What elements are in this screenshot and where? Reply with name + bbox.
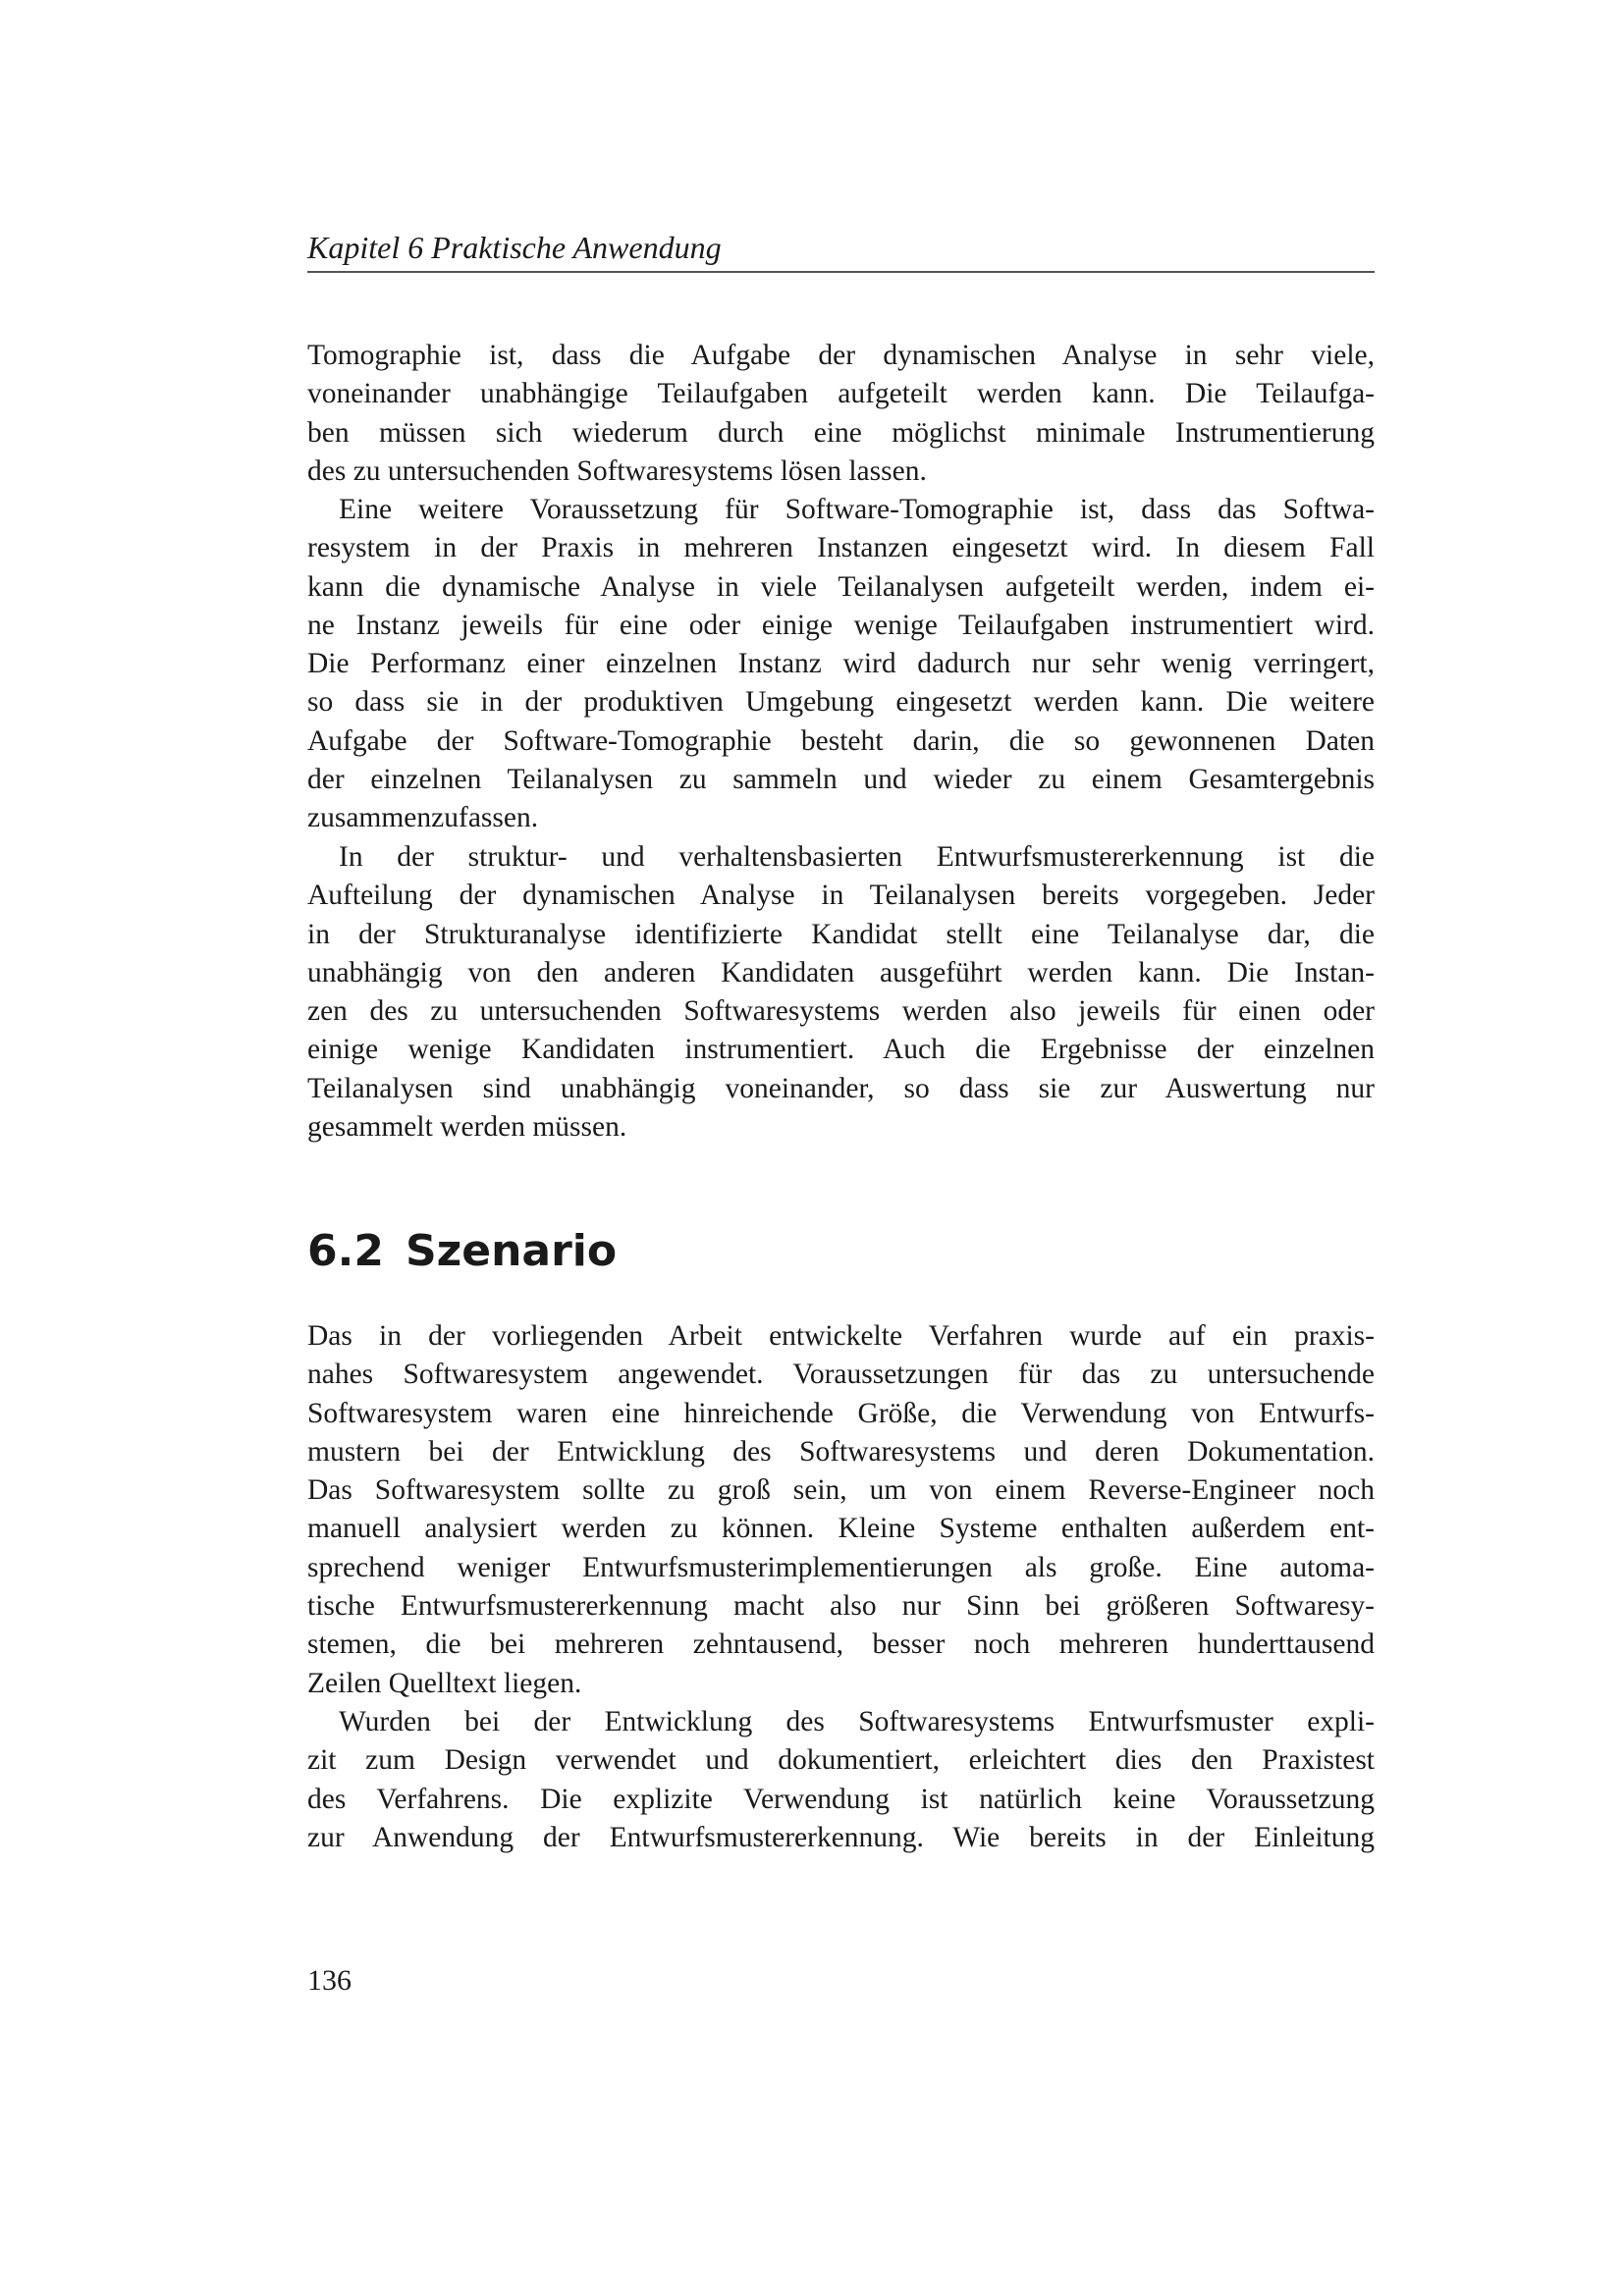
text-line: mustern bei der Entwicklung des Softwaresystems und deren Dokumentation. xyxy=(307,1435,1375,1468)
text-line: kann die dynamische Analyse in viele Teilanalysen aufgeteilt werden, indem ei- xyxy=(307,570,1375,603)
paragraph-2 xyxy=(307,491,1375,838)
text-line: gesammelt werden müssen. xyxy=(307,1111,627,1144)
text-line: ben müssen sich wiederum durch eine möglichst minimale Instrumentierung xyxy=(307,416,1375,449)
section-number: 6.2 xyxy=(307,1226,384,1276)
text-line: in der Strukturanalyse identifizierte Kandidat stellt eine Teilanalyse dar, die xyxy=(307,918,1375,950)
paragraph-3 xyxy=(307,838,1375,1147)
paragraph-4 xyxy=(307,1317,1375,1703)
text-line: resystem in der Praxis in mehreren Instanzen eingesetzt wird. In diesem Fall xyxy=(307,532,1375,564)
running-head-text: Kapitel 6 Praktische Anwendung xyxy=(307,230,722,265)
section-heading xyxy=(307,1226,617,1277)
text-line: nahes Softwaresystem angewendet. Voraussetzungen für das zu untersuchende xyxy=(307,1359,1375,1391)
text-line: Das in der vorliegenden Arbeit entwickelte Verfahren wurde auf ein praxis- xyxy=(307,1320,1375,1352)
text-line: voneinander unabhängige Teilaufgaben aufgeteilt werden kann. Die Teilaufga- xyxy=(307,378,1375,410)
paragraph-1 xyxy=(307,337,1375,491)
text-line: manuell analysiert werden zu können. Kleine Systeme enthalten außerdem ent- xyxy=(307,1513,1375,1545)
text-line: zur Anwendung der Entwurfsmustererkennung. Wie bereits in der Einleitung xyxy=(307,1821,1375,1853)
text-line: der einzelnen Teilanalysen zu sammeln und wieder zu einem Gesamtergebnis xyxy=(307,764,1375,796)
running-head xyxy=(307,228,1375,273)
text-line: Zeilen Quelltext liegen. xyxy=(307,1667,582,1699)
paragraph-5 xyxy=(307,1703,1375,1857)
text-line: Die Performanz einer einzelnen Instanz wird dadurch nur sehr wenig verringert, xyxy=(307,648,1375,680)
text-line: zit zum Design verwendet und dokumentiert, erleichtert dies den Praxistest xyxy=(307,1744,1375,1777)
text-line: unabhängig von den anderen Kandidaten ausgeführt werden kann. Die Instan- xyxy=(307,956,1375,988)
text-line: sprechend weniger Entwurfsmusterimplementierungen als große. Eine automa- xyxy=(307,1551,1375,1583)
text-line: stemen, die bei mehreren zehntausend, besser noch mehreren hunderttausend xyxy=(307,1629,1375,1661)
text-line: zusammenzufassen. xyxy=(307,802,539,834)
text-line: Softwaresystem waren eine hinreichende Größe, die Verwendung von Entwurfs- xyxy=(307,1397,1375,1429)
text-line: einige wenige Kandidaten instrumentiert. Auch die Ergebnisse der einzelnen xyxy=(307,1034,1375,1066)
page-number: 136 xyxy=(307,1964,352,1997)
text-line: ne Instanz jeweils für eine oder einige wenige Teilaufgaben instrumentiert wird. xyxy=(307,609,1375,641)
text-line: Eine weitere Voraussetzung für Software-Tomographie ist, dass das Softwa- xyxy=(339,494,1375,525)
text-line: tische Entwurfsmustererkennung macht also nur Sinn bei größeren Softwaresy- xyxy=(307,1590,1375,1623)
text-line: Aufgabe der Software-Tomographie besteht darin, die so gewonnenen Daten xyxy=(307,724,1375,757)
text-line: des Verfahrens. Die explizite Verwendung ist natürlich keine Voraussetzung xyxy=(307,1783,1375,1815)
text-line: Wurden bei der Entwicklung des Softwaresystems Entwurfsmuster expli- xyxy=(339,1706,1375,1737)
text-line: In der struktur- und verhaltensbasierten Entwurfsmustererkennung ist die xyxy=(339,841,1375,873)
text-line: Das Softwaresystem sollte zu groß sein, um von einem Reverse-Engineer noch xyxy=(307,1474,1375,1507)
text-line: Teilanalysen sind unabhängig voneinander, so dass sie zur Auswertung nur xyxy=(307,1072,1375,1104)
text-line: so dass sie in der produktiven Umgebung eingesetzt werden kann. Die weitere xyxy=(307,686,1375,719)
text-line: Tomographie ist, dass die Aufgabe der dynamischen Analyse in sehr viele, xyxy=(307,340,1375,371)
text-line: des zu untersuchenden Softwaresystems lösen lassen. xyxy=(307,454,927,487)
text-line: Aufteilung der dynamischen Analyse in Teilanalysen bereits vorgegeben. Jeder xyxy=(307,880,1375,912)
text-line: zen des zu untersuchenden Softwaresystems werden also jeweils für einen oder xyxy=(307,995,1375,1028)
section-title: Szenario xyxy=(405,1226,618,1276)
